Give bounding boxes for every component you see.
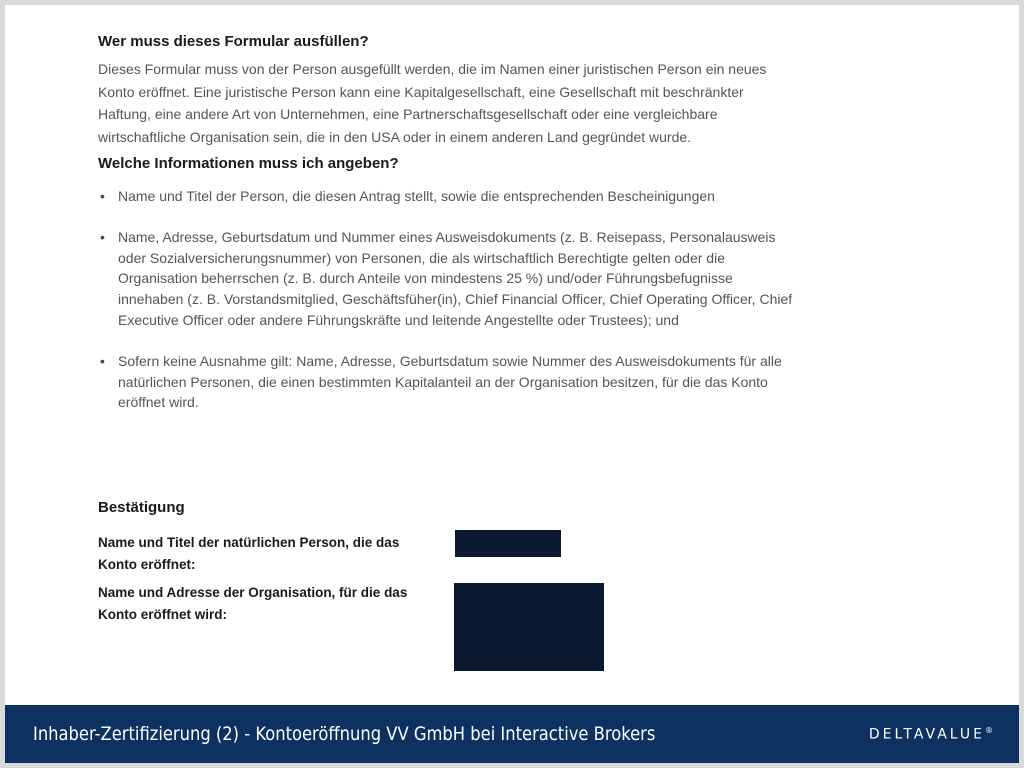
confirmation-section bbox=[98, 498, 658, 622]
organization-name-address-row bbox=[98, 582, 438, 626]
list-item bbox=[98, 186, 798, 207]
footer-bar bbox=[5, 705, 1019, 763]
logo-text: DELTAVALUE bbox=[868, 726, 985, 743]
organization-name-address-label: Name und Adresse der Organisation, für die das Konto eröffnet wird: bbox=[98, 585, 408, 622]
list-item bbox=[98, 351, 798, 413]
list-item bbox=[98, 227, 798, 331]
section2-heading: Welche Informationen muss ich angeben? bbox=[98, 155, 399, 172]
deltavalue-logo bbox=[869, 726, 993, 743]
bullet-icon: • bbox=[100, 228, 105, 245]
section1-text: Dieses Formular muss von der Person ausgefüllt werden, die im Namen einer juristischen Person ein neues Konto eröffnet. Eine juristische Person kann eine Kapitalgesellschaft, eine Gesellschaft mit beschränkter Haftung, eine andere Art von Unternehmen, eine Partnerschaftsgesellschaft oder eine vergleichbare wirtschaftliche Organisation sein, die in den USA oder in einem anderen Land gegründet wurde. bbox=[98, 61, 767, 145]
confirmation-heading: Bestätigung bbox=[98, 499, 185, 516]
bullet-icon: • bbox=[100, 352, 105, 369]
redacted-organization-value bbox=[454, 583, 604, 671]
list-item-text: Name, Adresse, Geburtsdatum und Nummer eines Ausweisdokuments (z. B. Reisepass, Personalausweis oder Sozialversicherungsnummer) von Personen, die als wirtschaftlich Berechtigte gelten oder die Organisation beherrschen (z. B. durch Anteile von mindestens 25 %) und/oder Führungsbefugnisse innehaben (z. B. Vorstandsmitglied, Geschäftsfüher(in), Chief Financial Officer, Chief Operating Officer, Chief Executive Officer oder andere Führungskräfte und leitende Angestellte oder Trustees); und bbox=[118, 228, 793, 328]
list-item-text: Sofern keine Ausnahme gilt: Name, Adresse, Geburtsdatum sowie Nummer des Ausweisdokuments für alle natürlichen Personen, die einen bestimmten Kapitalanteil an der Organisation besitzen, für die das Konto eröffnet wird. bbox=[118, 352, 782, 411]
list-item-text: Name und Titel der Person, die diesen Antrag stellt, sowie die entsprechenden Bescheinigungen bbox=[118, 188, 715, 204]
bullet-icon: • bbox=[100, 188, 105, 204]
info-bullet-list bbox=[98, 186, 798, 413]
footer-title: Inhaber-Zertifizierung (2) - Kontoeröffnung VV GmbH bei Interactive Brokers bbox=[33, 723, 656, 745]
document-content bbox=[98, 32, 798, 433]
redacted-person-value bbox=[455, 530, 561, 557]
person-name-title-label: Name und Titel der natürlichen Person, die das Konto eröffnet: bbox=[98, 535, 400, 572]
registered-mark: ® bbox=[985, 725, 993, 735]
section1-heading: Wer muss dieses Formular ausfüllen? bbox=[98, 33, 369, 50]
person-name-title-row bbox=[98, 532, 438, 576]
